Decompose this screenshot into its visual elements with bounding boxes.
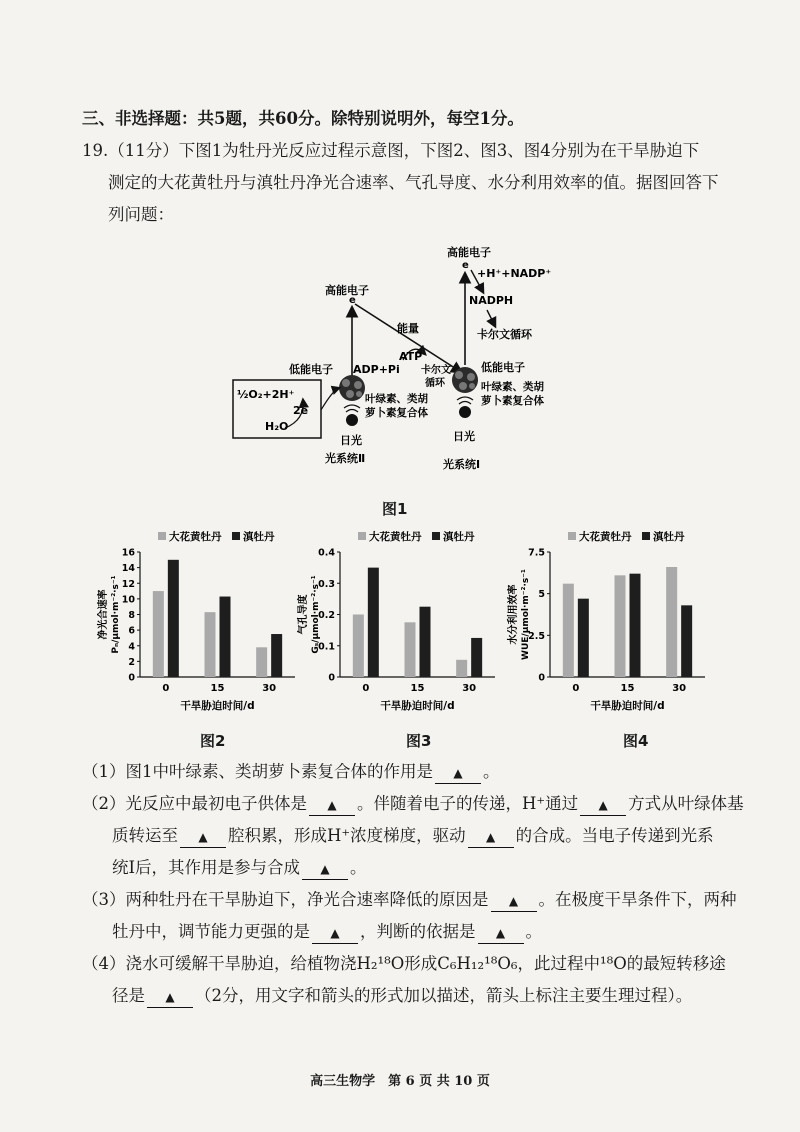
y-tick-label: 10 bbox=[121, 594, 135, 606]
y-axis-unit-label: Pₙ/μmol·m⁻²·s⁻¹ bbox=[111, 575, 121, 654]
bar-series-a bbox=[405, 622, 416, 677]
y-tick-label: 0.4 bbox=[318, 547, 335, 559]
bar-series-b bbox=[578, 599, 589, 677]
figure-1-caption: 图1 bbox=[382, 500, 408, 518]
legend-label-b: 滇牡丹 bbox=[243, 531, 275, 543]
y-tick-label: 16 bbox=[121, 547, 135, 559]
label-calvin-right: 卡尔文循环 bbox=[477, 328, 532, 341]
y-tick-label: 2 bbox=[128, 656, 135, 668]
label-energy: 能量 bbox=[397, 322, 419, 335]
label-water-h2o: H₂O bbox=[265, 420, 289, 433]
label-complex-left-2: 萝卜素复合体 bbox=[365, 407, 428, 419]
q3-text-a: （3）两种牡丹在干旱胁迫下，净光合速率降低的原因是 bbox=[82, 890, 489, 909]
x-tick-label: 30 bbox=[672, 683, 687, 694]
q2-text-h: 。 bbox=[350, 858, 367, 877]
ps2-complex-icon bbox=[339, 375, 365, 426]
bar-series-b bbox=[471, 638, 482, 677]
bar-series-b bbox=[220, 597, 231, 677]
legend-swatch-b bbox=[232, 532, 240, 540]
label-water-top: ½O₂+2H⁺ bbox=[237, 388, 295, 401]
label-complex-right-2: 萝卜素复合体 bbox=[481, 395, 544, 407]
label-complex-left-1: 叶绿素、类胡 bbox=[365, 393, 428, 405]
y-axis-label: 水分利用效率 bbox=[508, 584, 519, 645]
bar-series-b bbox=[420, 607, 431, 677]
legend-label-a: 大花黄牡丹 bbox=[169, 531, 222, 543]
subquestion-3-line2 bbox=[112, 922, 542, 944]
y-tick-label: 0 bbox=[128, 672, 135, 684]
x-tick-label: 0 bbox=[162, 683, 170, 694]
answer-blank[interactable]: ▲ bbox=[478, 923, 524, 944]
x-tick-label: 15 bbox=[210, 683, 225, 694]
legend-swatch-a bbox=[158, 532, 166, 540]
q4-text-b: 径是 bbox=[112, 986, 145, 1005]
x-tick-label: 30 bbox=[462, 683, 477, 694]
legend-swatch-a bbox=[568, 532, 576, 540]
label-atp: ATP bbox=[399, 350, 423, 363]
y-axis-label: 气孔导度 bbox=[298, 594, 309, 635]
q4-text-a: （4）浇水可缓解干旱胁迫，给植物浇H₂¹⁸O形成C₆H₁₂¹⁸O₆，此过程中¹⁸O的最短转移途 bbox=[82, 954, 726, 973]
q2-text-e: 腔积累，形成H⁺浓度梯度，驱动 bbox=[228, 826, 466, 845]
x-tick-label: 15 bbox=[410, 683, 425, 694]
q2-text-d: 质转运至 bbox=[112, 826, 178, 845]
question-intro-line3: 列问题： bbox=[108, 205, 174, 224]
subquestion-2-line1 bbox=[82, 794, 744, 816]
label-water-2e: 2e bbox=[293, 404, 309, 417]
figure-4-caption: 图4 bbox=[623, 732, 649, 750]
y-tick-label: 5 bbox=[538, 589, 545, 601]
legend-swatch-b bbox=[642, 532, 650, 540]
label-sun-right: 日光 bbox=[453, 430, 475, 443]
bar-series-b bbox=[681, 605, 692, 677]
x-axis-label: 干旱胁迫时间/d bbox=[590, 700, 665, 712]
label-e-right: e bbox=[462, 260, 469, 271]
q2-text-c: 方式从叶绿体基 bbox=[628, 794, 744, 813]
answer-blank[interactable]: ▲ bbox=[580, 795, 626, 816]
arrow-to-calvin bbox=[487, 310, 495, 326]
label-e-left: e bbox=[349, 295, 356, 306]
chart-figure-4 bbox=[500, 528, 720, 718]
x-tick-label: 0 bbox=[572, 683, 580, 694]
label-adp-pi: ADP+Pi bbox=[353, 363, 400, 376]
chart-figure-2 bbox=[90, 528, 310, 718]
subquestion-2-line2 bbox=[112, 826, 714, 848]
bar-series-a bbox=[456, 660, 467, 677]
q3-text-d: ，判断的依据是 bbox=[360, 922, 476, 941]
figure-1-diagram bbox=[225, 240, 585, 480]
label-ps2: 光系统Ⅱ bbox=[325, 452, 366, 465]
bar-series-a bbox=[615, 575, 626, 677]
answer-blank[interactable]: ▲ bbox=[491, 891, 537, 912]
q2-text-g: 统Ⅰ后，其作用是参与合成 bbox=[112, 858, 301, 877]
section-header: 三、非选择题：共5题，共60分。除特别说明外，每空1分。 bbox=[82, 109, 524, 128]
y-tick-label: 0.3 bbox=[318, 578, 335, 590]
label-complex-right-1: 叶绿素、类胡 bbox=[481, 381, 544, 393]
legend-label-a: 大花黄牡丹 bbox=[369, 531, 422, 543]
y-tick-label: 0.2 bbox=[318, 610, 335, 621]
question-intro-line2: 测定的大花黄牡丹与滇牡丹净光合速率、气孔导度、水分利用效率的值。据图回答下 bbox=[108, 173, 719, 192]
q4-text-c: （2分，用文字和箭头的形式加以描述，箭头上标注主要生理过程）。 bbox=[195, 986, 693, 1005]
label-high-energy-right: 高能电子 bbox=[447, 246, 491, 259]
y-tick-label: 7.5 bbox=[528, 547, 545, 559]
label-high-energy-left: 高能电子 bbox=[325, 284, 369, 297]
bar-series-a bbox=[256, 647, 267, 677]
ps1-complex-icon bbox=[452, 367, 478, 418]
legend-label-b: 滇牡丹 bbox=[443, 531, 475, 543]
legend-swatch-b bbox=[432, 532, 440, 540]
subquestion-1 bbox=[82, 762, 500, 784]
answer-blank[interactable]: ▲ bbox=[312, 923, 358, 944]
label-sun-left: 日光 bbox=[340, 434, 362, 447]
bar-series-a bbox=[666, 567, 677, 677]
y-tick-label: 0 bbox=[538, 672, 545, 684]
answer-blank[interactable]: ▲ bbox=[302, 859, 348, 880]
bar-series-a bbox=[353, 615, 364, 678]
q2-text-f: 的合成。当电子传递到光系 bbox=[515, 826, 714, 845]
y-tick-label: 14 bbox=[121, 563, 135, 575]
question-intro-line1: 19.（11分）下图1为牡丹光反应过程示意图，下图2、图3、图4分别为在干旱胁迫下 bbox=[82, 141, 700, 160]
y-tick-label: 12 bbox=[121, 578, 135, 590]
q3-text-b: 。在极度干旱条件下，两种 bbox=[538, 890, 737, 909]
y-tick-label: 6 bbox=[128, 625, 135, 637]
answer-blank[interactable]: ▲ bbox=[435, 763, 481, 784]
x-tick-label: 30 bbox=[262, 683, 277, 694]
y-tick-label: 4 bbox=[128, 641, 135, 653]
q2-text-a: （2）光反应中最初电子供体是 bbox=[82, 794, 307, 813]
bar-series-b bbox=[630, 574, 641, 677]
x-tick-label: 15 bbox=[620, 683, 635, 694]
bar-series-a bbox=[153, 591, 164, 677]
label-calvin-mid-2: 循环 bbox=[425, 378, 445, 389]
page-footer: 高三生物学 第 6 页 共 10 页 bbox=[310, 1074, 490, 1089]
subquestion-3-line1 bbox=[82, 890, 737, 912]
label-low-energy-right: 低能电子 bbox=[481, 361, 525, 374]
bar-series-b bbox=[271, 634, 282, 677]
label-h-nadp: +H⁺+NADP⁺ bbox=[477, 267, 552, 280]
y-axis-label: 净光合速率 bbox=[98, 589, 109, 640]
legend-swatch-a bbox=[358, 532, 366, 540]
label-low-energy-left: 低能电子 bbox=[289, 363, 333, 376]
bar-series-a bbox=[205, 612, 216, 677]
legend-label-a: 大花黄牡丹 bbox=[579, 531, 632, 543]
figure-2-caption: 图2 bbox=[200, 732, 226, 750]
q2-text-b: 。伴随着电子的传递，H⁺通过 bbox=[357, 794, 579, 813]
chart-figure-3 bbox=[290, 528, 510, 718]
x-tick-label: 0 bbox=[362, 683, 370, 694]
q3-text-c: 牡丹中，调节能力更强的是 bbox=[112, 922, 310, 941]
y-axis-unit-label: WUE/μmol·m⁻²·s⁻¹ bbox=[521, 569, 531, 660]
y-tick-label: 2.5 bbox=[528, 630, 545, 642]
y-tick-label: 0.1 bbox=[318, 641, 335, 653]
label-calvin-mid-1: 卡尔文 bbox=[421, 365, 451, 376]
y-tick-label: 8 bbox=[128, 610, 135, 621]
label-ps1: 光系统Ⅰ bbox=[443, 458, 481, 471]
legend-label-b: 滇牡丹 bbox=[653, 531, 685, 543]
answer-blank[interactable]: ▲ bbox=[147, 987, 193, 1008]
x-axis-label: 干旱胁迫时间/d bbox=[180, 700, 255, 712]
y-tick-label: 0 bbox=[328, 672, 335, 684]
arrow-electron-to-ps2 bbox=[321, 388, 339, 410]
bar-series-b bbox=[168, 560, 179, 677]
answer-blank[interactable]: ▲ bbox=[468, 827, 514, 848]
figure-3-caption: 图3 bbox=[406, 732, 432, 750]
bar-series-b bbox=[368, 568, 379, 677]
bar-series-a bbox=[563, 584, 574, 677]
label-nadph: NADPH bbox=[469, 294, 514, 307]
x-axis-label: 干旱胁迫时间/d bbox=[380, 700, 455, 712]
answer-blank[interactable]: ▲ bbox=[309, 795, 355, 816]
subquestion-2-line3 bbox=[112, 858, 367, 880]
subquestion-4-line2 bbox=[112, 986, 692, 1008]
q3-text-e: 。 bbox=[525, 922, 542, 941]
answer-blank[interactable]: ▲ bbox=[180, 827, 226, 848]
subquestion-4-line1 bbox=[82, 954, 726, 974]
q1-text-b: 。 bbox=[483, 762, 500, 781]
y-axis-unit-label: Gₛ/μmol·m⁻²·s⁻¹ bbox=[311, 575, 321, 654]
q1-text-a: （1）图1中叶绿素、类胡萝卜素复合体的作用是 bbox=[82, 762, 433, 781]
